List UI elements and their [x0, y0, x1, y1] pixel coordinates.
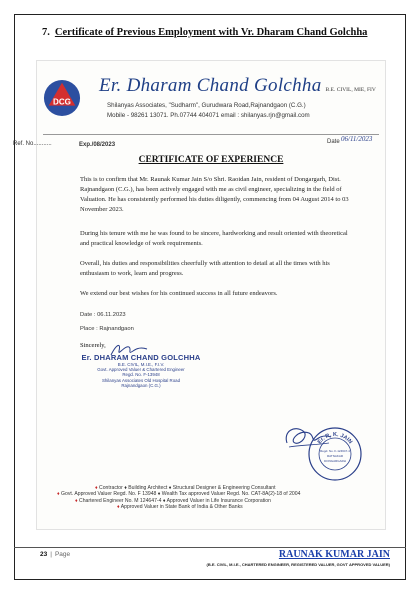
certificate-image: [13, 60, 386, 530]
footer-line: Govt. Approved Valuer Regd. No. F 13948 ♦ Wealth Tax approved Valuer Regd. No. CAT-8A(2)-18 of 2004: [61, 491, 301, 498]
certificate-paragraph-3: Overall, his duties and responsibilities cheerfully with attention to detail at all the times with his enthusiasm to work, learn and progress.: [80, 260, 330, 277]
logo-text: DCG: [53, 97, 71, 107]
footer-line: Chartered Engineer No. M 124647-4 ♦ Approved Valuer in Life Insurance Corporation: [79, 497, 271, 504]
certificate-paragraph-4: We extend our best wishes for his continued success in all future endeavors.: [80, 290, 278, 297]
author-qualifications: (B.E. CIVIL, M.I.E., CHARTERED ENGINEER, REGISTERED VALUER, GOVT APPROVED VALUER): [206, 562, 390, 567]
svg-text:Er. R. K. JAIN: Er. R. K. JAIN: [316, 432, 354, 446]
stamp-line: Rajnandgaon (C.G.): [121, 382, 161, 388]
stamp-line: Regd. No. F-13948: [122, 372, 160, 378]
ref-value: Exp./08/2023: [79, 142, 116, 148]
author-name: RAUNAK KUMAR JAIN: [278, 549, 390, 560]
section-number: 7.: [42, 27, 50, 38]
stamp-line: Shilanyas Associates Old Hospital Road: [101, 377, 181, 383]
round-seal-icon: [307, 426, 363, 482]
certificate-title: CERTIFICATE OF EXPERIENCE: [138, 155, 284, 165]
bullet-icon: ♦: [75, 497, 78, 504]
section-heading: [42, 27, 367, 38]
ref-label: Ref. No...........: [13, 141, 52, 147]
letterhead-divider: [43, 134, 379, 135]
stamp-line: B.E. CIVIL, M.I.E., F.I.V.: [117, 362, 165, 367]
author-block: [207, 549, 391, 567]
stamp-name: Er. DHARAM CHAND GOLCHHA: [81, 353, 201, 362]
footer-line: Contractor ♦ Building Architect ♦ Structural Designer & Engineering Consultant: [99, 485, 276, 491]
page-number-separator: |: [50, 551, 52, 558]
section-title: Certificate of Previous Employment with Vr. Dharam Chand Golchha: [54, 27, 368, 38]
date-label: Date: [327, 139, 340, 145]
date-value: 06/11/2023: [341, 135, 373, 143]
bullet-icon: ♦: [117, 504, 120, 511]
svg-text:RATNAKAR: RATNAKAR: [326, 454, 344, 458]
letterhead-address: Shilanyas Associates, "Sudharm", Gurudwara Road,Rajnandgaon (C.G.): [107, 102, 306, 109]
certificate-place: Place : Rajnandgaon: [80, 326, 134, 332]
letterhead-name-text: Er. Dharam Chand Golchha: [99, 75, 322, 96]
page-number-value: 23: [40, 551, 48, 558]
dcg-logo-icon: [43, 79, 81, 117]
footer-line: Approved Valuer in State Bank of India & Other Banks: [120, 504, 243, 511]
letterhead-degrees: B.E. CIVIL, MIE, FIV: [325, 87, 376, 93]
certificate-paragraph-2: During his tenure with me he was found to be sincere, hardworking and result oriented with theoretical and practical knowledge of work requirements.: [80, 230, 348, 247]
certificate-paragraph-1: This is to confirm that Mr. Raunak Kumar Jain S/o Shri. Raoidan Jain, resident of Dongargarh, Dist. Rajnandgaon (C.G.), has been actively engaged with me as civil engineer, specializing in the field of Valuation. He has consistently performed his duties diligently, commencing from 04 August 2014 to 03 November 2023.: [80, 176, 349, 213]
bullet-icon: ♦: [95, 485, 98, 491]
sincerely-text: Sincerely,: [80, 342, 106, 349]
certificate-date: Date : 06.11.2023: [80, 312, 126, 318]
svg-text:DONGARGARH: DONGARGARH: [324, 459, 346, 463]
page-footer-divider: [14, 547, 406, 548]
letterhead-name: [99, 75, 376, 97]
stamp-line: Govt. Approved Valuer & Chartered Engineer: [97, 367, 185, 373]
bullet-icon: ♦: [57, 491, 60, 498]
page-number: [40, 551, 70, 558]
letterhead-contact: Mobile - 98261 13071. Ph.07744 404071 email : shilanyas.rjn@gmail.com: [107, 112, 310, 119]
engineer-stamp: [81, 353, 201, 388]
page-label: Page: [54, 551, 71, 558]
letterhead-footer: [57, 485, 367, 511]
svg-text:Regd. No. F-124647-4: Regd. No. F-124647-4: [320, 449, 350, 453]
